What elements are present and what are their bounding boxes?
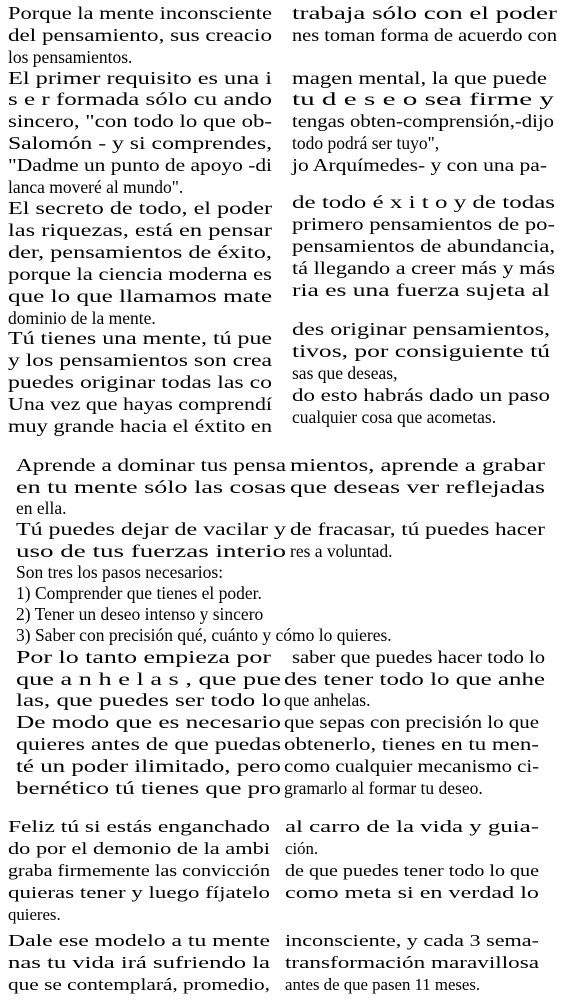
text-line: que sepas con precisión lo que bbox=[284, 712, 540, 732]
text-line: y los pensamientos son crea bbox=[8, 350, 272, 370]
text-line: Porque la mente inconsciente bbox=[8, 3, 273, 23]
text-line: que a n h e l a s , que pue bbox=[16, 669, 281, 689]
text-line: tengas obten-comprensión,-dijo bbox=[292, 111, 555, 131]
text-line: todo podrá ser tuyo", bbox=[292, 133, 440, 153]
text-line: los pensamientos. bbox=[8, 47, 133, 67]
text-line: do por el demonio de la ambi bbox=[8, 839, 271, 858]
text-line: gramarlo al formar tu deseo. bbox=[284, 778, 483, 798]
text-line: der, pensamientos de éxito, bbox=[8, 242, 272, 262]
text-line: El primer requisito es una i bbox=[8, 68, 272, 88]
text-line: Por lo tanto empieza por bbox=[16, 647, 272, 667]
text-line: del pensamiento, sus creacio bbox=[8, 25, 273, 45]
text-line: tivos, por consiguiente tú bbox=[292, 341, 550, 361]
text-line: té un poder ilimitado, pero bbox=[16, 756, 282, 776]
text-line: pensamientos de abundancia, bbox=[292, 236, 556, 256]
text-line: Aprende a dominar tus pensa bbox=[16, 455, 286, 475]
text-line: Tú puedes dejar de vacilar y bbox=[16, 519, 287, 539]
text-line: Una vez que hayas comprendí bbox=[8, 394, 272, 414]
text-line: lanca moveré al mundo". bbox=[8, 177, 184, 197]
text-line: primero pensamientos de po- bbox=[292, 214, 556, 234]
text-line: saber que puedes hacer todo lo bbox=[292, 647, 546, 667]
text-line: Son tres los pasos necesarios: bbox=[16, 562, 224, 582]
text-line: sas que deseas, bbox=[292, 363, 398, 383]
text-line: Dale ese modelo a tu mente bbox=[8, 931, 271, 950]
text-line: ción. bbox=[285, 839, 319, 858]
text-line: transformación maravillosa bbox=[285, 953, 540, 972]
text-line: nas tu vida irá sufriendo la bbox=[8, 953, 270, 972]
text-line: bernético tú tienes que pro bbox=[16, 778, 282, 798]
text-line: Salomón - y si comprendes, bbox=[8, 133, 273, 153]
text-line: de fracasar, tú puedes hacer bbox=[290, 519, 546, 539]
text-line: De modo que es necesario bbox=[16, 712, 282, 732]
text-line: de todo é x i t o y de todas bbox=[292, 192, 556, 212]
text-line: mientos, aprende a grabar bbox=[290, 455, 546, 475]
text-line: las riquezas, está en pensar bbox=[8, 220, 272, 240]
text-line: des tener todo lo que anhe bbox=[284, 669, 545, 689]
text-line: porque la ciencia moderna es bbox=[8, 264, 272, 284]
text-line: 1) Comprender que tienes el poder. bbox=[16, 583, 262, 603]
text-line: magen mental, la que puede bbox=[292, 68, 548, 88]
text-line: como cualquier mecanismo ci- bbox=[284, 756, 540, 776]
text-line: muy grande hacia el éxtito en bbox=[8, 416, 273, 436]
text-line: que lo que llamamos mate bbox=[8, 286, 272, 306]
text-line: nes toman forma de acuerdo con bbox=[292, 25, 558, 45]
text-line: s e r formada sólo cu ando bbox=[8, 89, 273, 109]
text-line: "Dadme un punto de apoyo -di bbox=[8, 155, 273, 175]
text-line: en ella. bbox=[16, 498, 67, 518]
text-line: inconsciente, y cada 3 sema- bbox=[285, 931, 539, 950]
text-line: cualquier cosa que acometas. bbox=[292, 407, 497, 427]
text-line: trabaja sólo con el poder bbox=[292, 3, 557, 23]
text-line: uso de tus fuerzas interio bbox=[16, 541, 287, 561]
text-line: do esto habrás dado un paso bbox=[292, 385, 551, 405]
text-line: 2) Tener un deseo intenso y sincero bbox=[16, 604, 264, 624]
text-line: graba firmemente las convicción bbox=[8, 861, 271, 880]
text-line: quieras tener y luego fíjatelo bbox=[8, 883, 271, 902]
text-line: como meta si en verdad lo bbox=[285, 883, 540, 902]
text-line: sincero, "con todo lo que ob- bbox=[8, 111, 272, 131]
text-line: res a voluntad. bbox=[290, 541, 393, 561]
text-line: en tu mente sólo las cosas bbox=[16, 477, 287, 497]
text-line: tu d e s e o sea firme y bbox=[292, 89, 555, 109]
text-line: 3) Saber con precisión qué, cuánto y cómo lo quieres. bbox=[16, 625, 392, 645]
text-line: al carro de la vida y guia- bbox=[285, 817, 539, 836]
text-line: El secreto de todo, el poder bbox=[8, 198, 272, 218]
text-line: Feliz tú si estás enganchado bbox=[8, 817, 271, 836]
text-line: puedes originar todas las co bbox=[8, 372, 273, 392]
text-line: que se contemplará, promedio, bbox=[8, 975, 270, 994]
text-line: de que puedes tener todo lo que bbox=[285, 861, 540, 880]
text-line: quieres. bbox=[8, 905, 61, 924]
text-line: tá llegando a creer más y más bbox=[292, 258, 555, 278]
text-line: Tú tienes una mente, tú pue bbox=[8, 328, 273, 348]
text-line: jo Arquímedes- y con una pa- bbox=[292, 155, 547, 175]
text-line: des originar pensamientos, bbox=[292, 319, 551, 339]
text-line: las, que puedes ser todo lo bbox=[16, 690, 282, 710]
text-line: que anhelas. bbox=[284, 690, 371, 710]
text-line: quieres antes de que puedas bbox=[16, 734, 281, 754]
text-line: dominio de la mente. bbox=[8, 308, 156, 328]
text-line: que deseas ver reflejadas bbox=[290, 477, 546, 497]
text-line: antes de que pasen 11 meses. bbox=[285, 975, 481, 994]
text-line: obtenerlo, tienes en tu men- bbox=[284, 734, 539, 754]
text-line: ria es una fuerza sujeta al bbox=[292, 280, 550, 300]
